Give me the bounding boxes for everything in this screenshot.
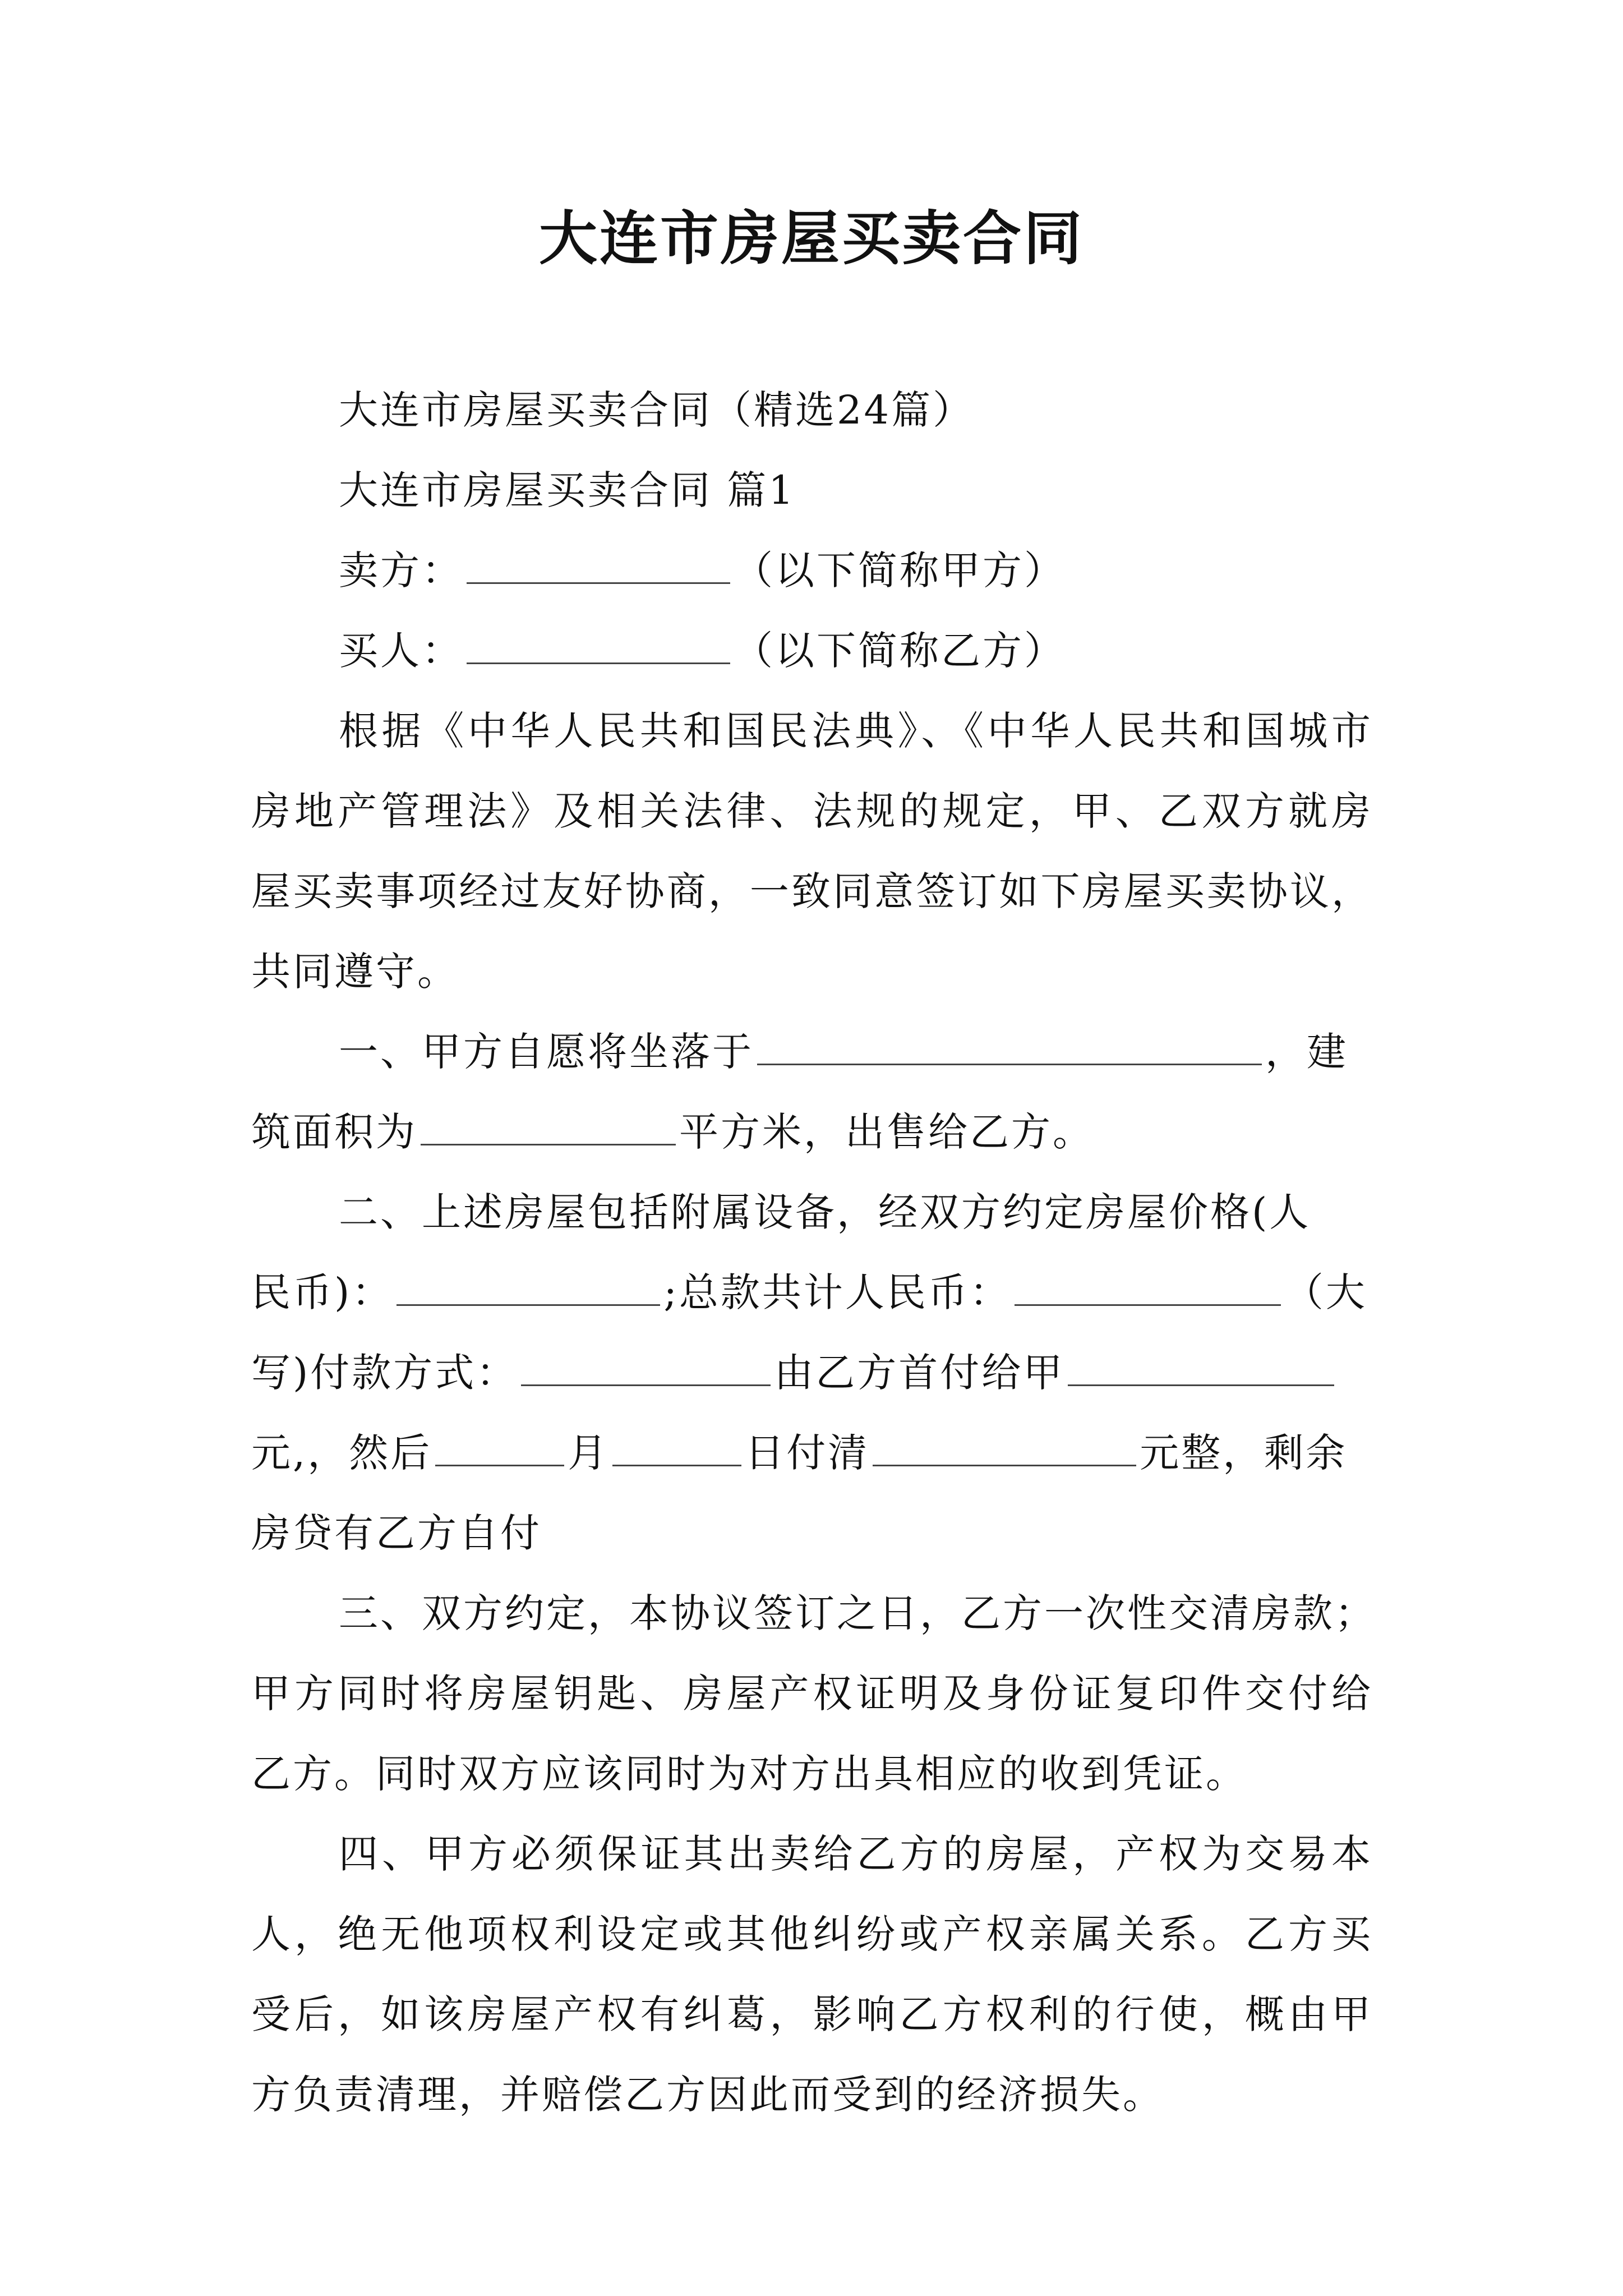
clause4-line-2: 人，绝无他项权利设定或其他纠纷或产权亲属关系。乙方买 [251,1911,1373,1957]
seller-label: 卖方： [339,547,463,593]
clause3-line-2: 甲方同时将房屋钥匙、房屋产权证明及身份证复印件交付给 [251,1671,1373,1717]
buyer-line [251,611,1373,691]
preamble-line-4: 共同遵守。 [251,949,459,995]
clause1-part-b: ，建 [1265,1029,1348,1075]
down-payment-blank [1068,1352,1334,1386]
preamble-line-2: 房地产管理法》及相关法律、法规的规定，甲、乙双方就房 [251,788,1373,834]
buyer-suffix: （以下简称乙方） [734,628,1066,674]
clause4-line-1: 四、甲方必须保证其出卖给乙方的房屋，产权为交易本 [339,1831,1373,1877]
document-title: 大连市房屋买卖合同 [538,204,1084,273]
section-heading: 大连市房屋买卖合同 篇1 [339,467,796,513]
clause2-part-d: 写)付款方式： [251,1350,518,1396]
clause4-line-4: 方负责清理，并赔偿乙方因此而受到的经济损失。 [251,2072,1164,2118]
clause2-line-3 [251,1333,1373,1413]
preamble-line-3: 屋买卖事项经过友好协商，一致同意签订如下房屋买卖协议， [251,868,1373,914]
clause1-part-c: 筑面积为 [251,1109,417,1155]
clause2-part-i: 元整，剩余 [1140,1430,1348,1476]
clause3-line-3: 乙方。同时双方应该同时为对方出具相应的收到凭证。 [251,1751,1247,1797]
area-blank [421,1111,676,1145]
clause2-part-c: （大 [1284,1269,1367,1315]
clause2-part-b: ;总款共计人民币： [663,1269,1011,1315]
clause1-part-a: 一、甲方自愿将坐落于 [339,1029,754,1075]
buyer-blank [467,630,730,664]
clause2-line-2 [251,1253,1373,1333]
clause2-part-g: 月 [568,1430,610,1476]
price-blank [396,1272,660,1306]
payment-method-blank [521,1352,771,1386]
clause2-part-h: 日付清 [745,1430,870,1476]
section-heading-line [251,450,1373,531]
location-blank [757,1031,1262,1065]
clause2-line-1: 二、上述房屋包括附属设备，经双方约定房屋价格(人 [339,1189,1311,1235]
subtitle: 大连市房屋买卖合同（精选24篇） [339,387,975,433]
document-body [251,370,1376,2135]
total-blank [1015,1272,1281,1306]
seller-suffix: （以下简称甲方） [734,547,1066,593]
buyer-label: 买人： [339,628,463,674]
clause3-line-1: 三、双方约定，本协议签订之日，乙方一次性交清房款； [339,1590,1376,1636]
month-blank [435,1432,564,1466]
clause1-line-1 [251,1012,1373,1092]
clause2-line-4 [251,1413,1373,1493]
clause2-part-e: 由乙方首付给甲 [774,1350,1065,1396]
seller-blank [467,550,730,584]
preamble-line-1: 根据《中华人民共和国民法典》、《中华人民共和国城市 [339,708,1373,754]
seller-line [251,531,1373,611]
balance-blank [873,1432,1136,1466]
clause2-part-f: 元,，然后 [251,1430,432,1476]
clause4-line-3: 受后，如该房屋产权有纠葛，影响乙方权利的行使，概由甲 [251,1991,1373,2037]
subtitle-line [251,370,1373,450]
clause1-part-d: 平方米，出售给乙方。 [679,1109,1094,1155]
clause1-line-2 [251,1092,1373,1172]
day-blank [612,1432,741,1466]
clause2-line-5: 房贷有乙方自付 [251,1510,542,1556]
clause2-part-a: 民币)： [251,1269,394,1315]
